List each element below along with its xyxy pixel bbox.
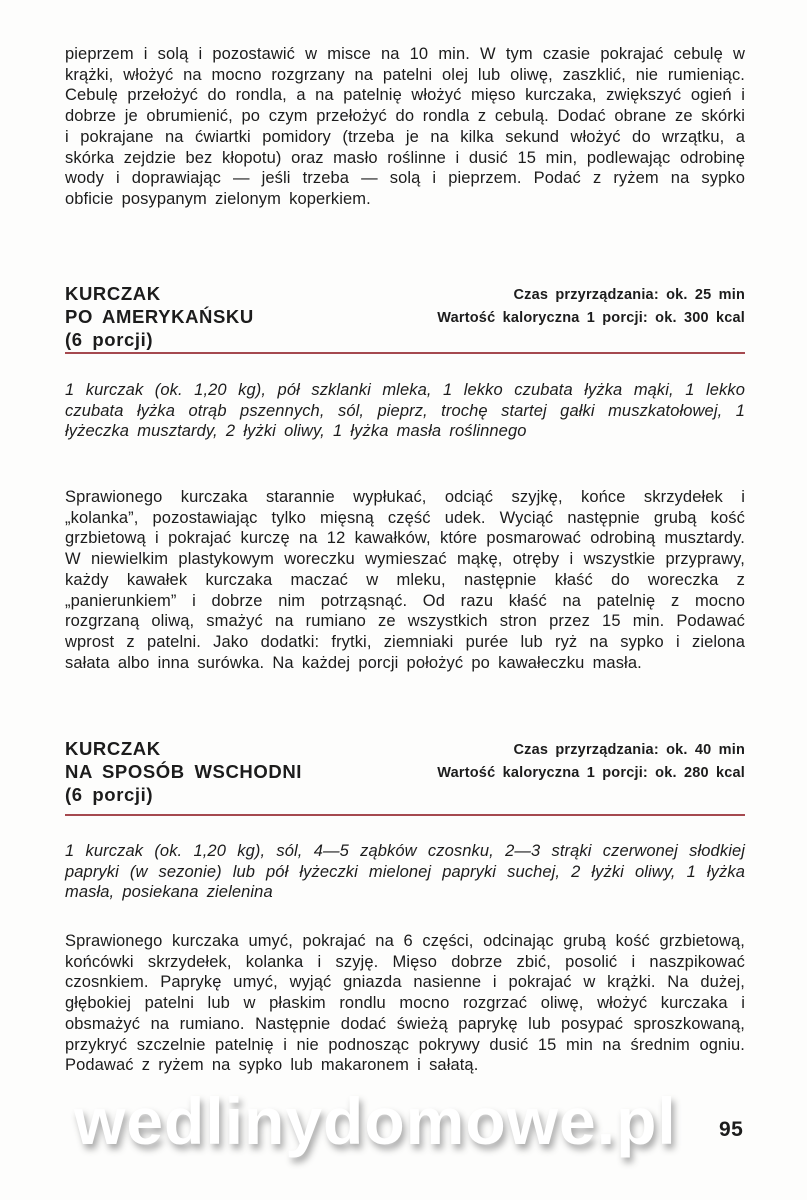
recipe-1-meta: [437, 282, 745, 330]
recipe-2-title-line-3: (6 porcji): [65, 784, 154, 805]
recipe-2-header: [65, 737, 745, 806]
recipe-2-title-line-1: KURCZAK: [65, 738, 161, 759]
recipe-1-header: [65, 282, 745, 351]
recipe-1-ingredients: 1 kurczak (ok. 1,20 kg), pół szklanki mleka, 1 lekko czubata łyżka mąki, 1 lekko czubata łyżka otrąb pszennych, sól, pieprz, trochę startej gałki muszkatołowej, 1 łyżeczka musztardy, 2 łyżki oliwy, 1 łyżka masła roślinnego: [65, 381, 745, 441]
recipe-2-ingredients: 1 kurczak (ok. 1,20 kg), sól, 4—5 ząbków czosnku, 2—3 strąki czerwonej słodkiej papryki (w sezonie) lub pół łyżeczki mielonej papryki suchej, 2 łyżki oliwy, 1 łyżka masła, posiekana zielenina: [65, 842, 745, 902]
recipe-2-title-line-2: NA SPOSÓB WSCHODNI: [65, 761, 303, 782]
recipe-1-title-line-1: KURCZAK: [65, 283, 161, 304]
page-number: 95: [719, 1118, 744, 1141]
recipe-1-title: [65, 282, 254, 351]
section-divider: [65, 352, 745, 354]
recipe-2-prep-time: Czas przyrządzania: ok. 40 min: [513, 742, 745, 758]
recipe-1-title-line-3: (6 porcji): [65, 329, 154, 350]
site-watermark: wedlinydomowe.pl: [74, 1084, 677, 1158]
recipe-2-calories: Wartość kaloryczna 1 porcji: ok. 280 kcal: [437, 765, 745, 781]
recipe-1-prep-time: Czas przyrządzania: ok. 25 min: [513, 287, 745, 303]
recipe-2-title: [65, 737, 302, 806]
recipe-2-meta: [437, 737, 745, 785]
intro-paragraph: pieprzem i solą i pozostawić w misce na 10 min. W tym czasie pokrajać cebulę w krążki, włożyć na mocno rozgrzany na patelni olej lub oliwę, zaszklić, nie rumieniąc. Cebulę przełożyć do rondla, a na patelnię włożyć mięso kurczaka, zwiększyć ogień i dobrze je obrumienić, po czym przełożyć do rondla z cebulą. Dodać obrane ze skórki i pokrajane na ćwiartki pomidory (trzeba je na kilka sekund włożyć do wrzątku, a skórka zejdzie bez kłopotu) oraz masło roślinne i dusić 15 min, podlewając odrobinę wody i doprawiając — jeśli trzeba — solą i pieprzem. Podać z ryżem na sypko obficie posypanym zielonym koperkiem.: [65, 45, 745, 208]
recipe-1-instructions: Sprawionego kurczaka starannie wypłukać, odciąć szyjkę, końce skrzydełek i „kolanka”, pozostawiając tylko mięsną część udek. Wyciąć następnie grubą kość grzbietową i pokrajać kurczę na 12 kawałków, które posmarować odrobiną musztardy. W niewielkim plastykowym woreczku wymieszać mąkę, otręby i wszystkie przyprawy, każdy kawałek kurczaka maczać w mleku, następnie kłaść do woreczka z „panierunkiem” i dobrze nim potrząsnąć. Od razu kłaść na patelnię z mocno rozgrzaną oliwą, smażyć na rumiano ze wszystkich stron przez 15 min. Podawać wprost z patelni. Jako dodatki: frytki, ziemniaki purée lub ryż na sypko i zielona sałata albo inna surówka. Na każdej porcji położyć po kawałeczku masła.: [65, 488, 745, 672]
recipe-2-instructions: Sprawionego kurczaka umyć, pokrajać na 6 części, odcinając grubą kość grzbietową, końcówki skrzydełek, kolanka i szyję. Mięso dobrze zbić, posolić i naszpikować czosnkiem. Paprykę umyć, wyjąć gniazda nasienne i pokrajać w krążki. Na dużej, głębokiej patelni lub w płaskim rondlu mocno rozgrzać oliwę, włożyć kurczaka i obsmażyć na rumiano. Następnie dodać świeżą paprykę lub posypać sproszkowaną, przykryć szczelnie patelnię i nie podnosząc pokrywy dusić 15 min na średnim ogniu. Podawać z ryżem na sypko lub makaronem i sałatą.: [65, 932, 745, 1075]
recipe-1-title-line-2: PO AMERYKAŃSKU: [65, 306, 254, 327]
recipe-1-calories: Wartość kaloryczna 1 porcji: ok. 300 kcal: [437, 310, 745, 326]
section-divider: [65, 814, 745, 816]
